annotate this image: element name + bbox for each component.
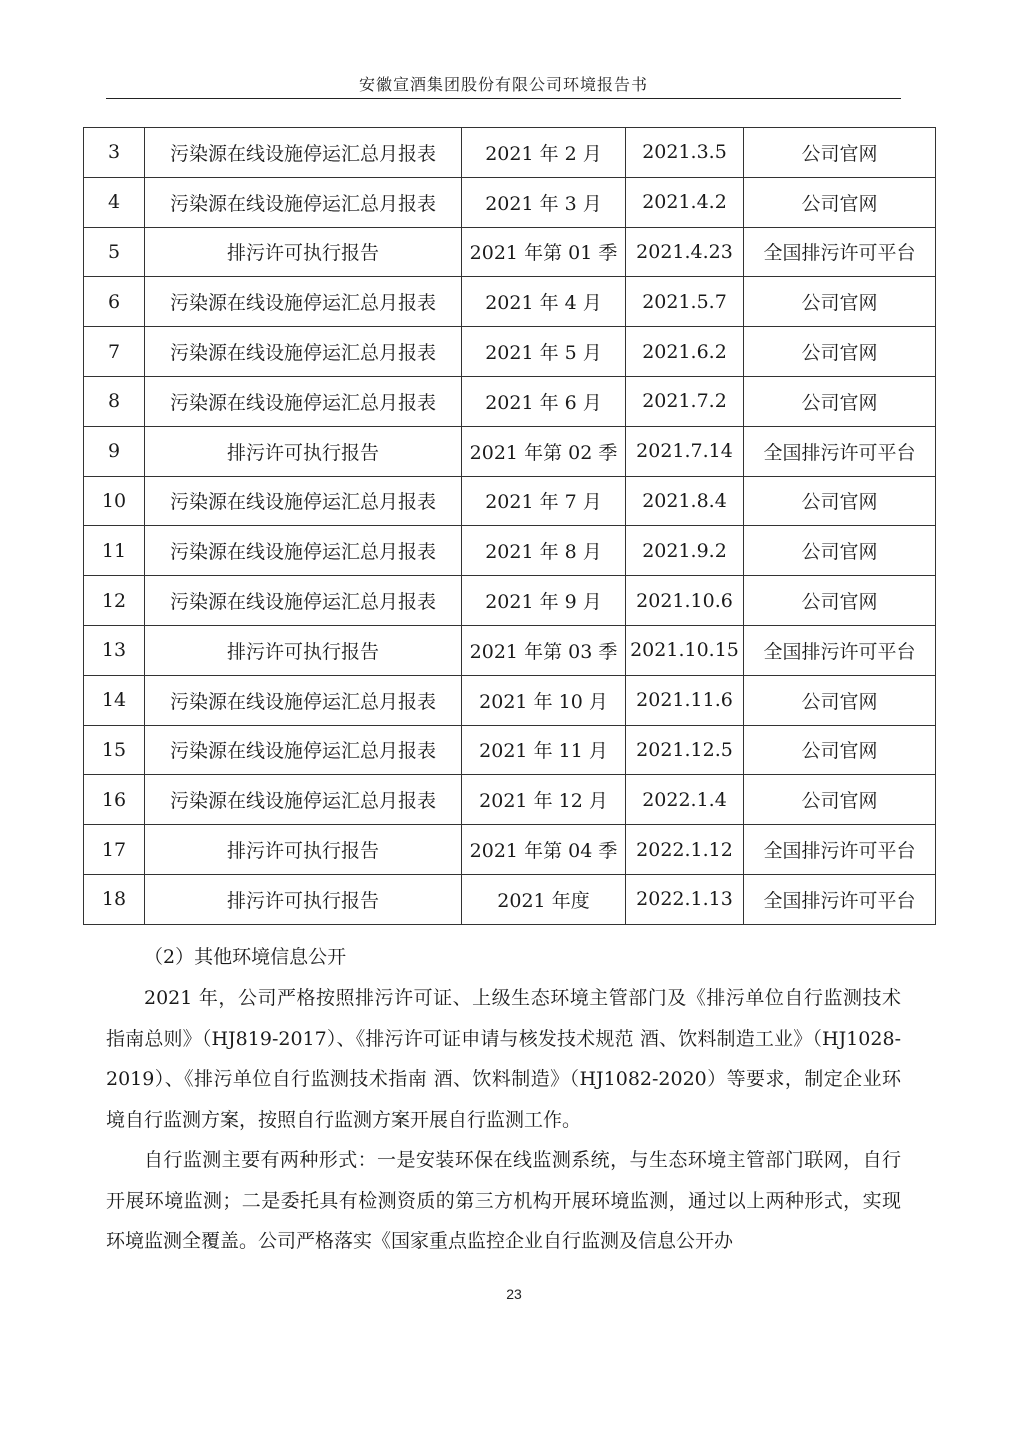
row-number-cell: 15 xyxy=(84,725,145,775)
publish-channel-cell: 公司官网 xyxy=(744,725,936,775)
table-row xyxy=(84,227,936,277)
report-name-cell: 污染源在线设施停运汇总月报表 xyxy=(145,277,462,327)
page-number: 23 xyxy=(506,1286,522,1302)
publish-channel-cell: 公司官网 xyxy=(744,376,936,426)
row-number-cell: 10 xyxy=(84,476,145,526)
row-number-cell: 4 xyxy=(84,177,145,227)
row-number-cell: 9 xyxy=(84,426,145,476)
publish-channel-cell: 公司官网 xyxy=(744,476,936,526)
publish-date-cell: 2022.1.13 xyxy=(626,874,744,924)
table-row xyxy=(84,675,936,725)
disclosure-table xyxy=(83,127,936,925)
publish-date-cell: 2022.1.4 xyxy=(626,775,744,825)
publish-date-cell: 2021.4.2 xyxy=(626,177,744,227)
publish-channel-cell: 公司官网 xyxy=(744,576,936,626)
table-row xyxy=(84,177,936,227)
report-period-cell: 2021 年 3 月 xyxy=(462,177,626,227)
row-number-cell: 3 xyxy=(84,128,145,178)
row-number-cell: 8 xyxy=(84,376,145,426)
publish-date-cell: 2022.1.12 xyxy=(626,825,744,875)
publish-date-cell: 2021.7.14 xyxy=(626,426,744,476)
publish-channel-cell: 公司官网 xyxy=(744,327,936,377)
table-row xyxy=(84,277,936,327)
running-header: 安徽宣酒集团股份有限公司环境报告书 xyxy=(358,75,648,94)
report-period-cell: 2021 年第 01 季 xyxy=(462,227,626,277)
report-name-cell: 污染源在线设施停运汇总月报表 xyxy=(145,775,462,825)
publish-date-cell: 2021.12.5 xyxy=(626,725,744,775)
report-name-cell: 污染源在线设施停运汇总月报表 xyxy=(145,576,462,626)
report-name-cell: 污染源在线设施停运汇总月报表 xyxy=(145,128,462,178)
publish-date-cell: 2021.7.2 xyxy=(626,376,744,426)
row-number-cell: 12 xyxy=(84,576,145,626)
publish-channel-cell: 全国排污许可平台 xyxy=(744,426,936,476)
report-period-cell: 2021 年 6 月 xyxy=(462,376,626,426)
publish-date-cell: 2021.5.7 xyxy=(626,277,744,327)
publish-date-cell: 2021.6.2 xyxy=(626,327,744,377)
report-period-cell: 2021 年 10 月 xyxy=(462,675,626,725)
body-paragraph-1: 2021 年，公司严格按照排污许可证、上级生态环境主管部门及《排污单位自行监测技术指南总则》（HJ819-2017）、《排污许可证申请与核发技术规范 酒、饮料制造工业》（HJ1028-2019）、《排污单位自行监测技术指南 酒、饮料制造》（HJ1082-2020）等要求，制定企业环境自行监测方案，按照自行监测方案开展自行监测工作。 xyxy=(106,987,901,1131)
publish-channel-cell: 全国排污许可平台 xyxy=(744,874,936,924)
table-row xyxy=(84,128,936,178)
publish-channel-cell: 公司官网 xyxy=(744,675,936,725)
publish-date-cell: 2021.11.6 xyxy=(626,675,744,725)
section-subheading: （2）其他环境信息公开 xyxy=(144,946,347,968)
publish-channel-cell: 公司官网 xyxy=(744,526,936,576)
publish-date-cell: 2021.10.15 xyxy=(626,625,744,675)
row-number-cell: 17 xyxy=(84,825,145,875)
table-row xyxy=(84,426,936,476)
report-period-cell: 2021 年第 04 季 xyxy=(462,825,626,875)
header-rule xyxy=(106,98,901,99)
report-name-cell: 污染源在线设施停运汇总月报表 xyxy=(145,327,462,377)
publish-channel-cell: 全国排污许可平台 xyxy=(744,625,936,675)
report-period-cell: 2021 年度 xyxy=(462,874,626,924)
publish-channel-cell: 全国排污许可平台 xyxy=(744,825,936,875)
row-number-cell: 11 xyxy=(84,526,145,576)
table-row xyxy=(84,327,936,377)
table-row xyxy=(84,576,936,626)
row-number-cell: 6 xyxy=(84,277,145,327)
table-row xyxy=(84,725,936,775)
report-period-cell: 2021 年 2 月 xyxy=(462,128,626,178)
table-row xyxy=(84,526,936,576)
publish-channel-cell: 公司官网 xyxy=(744,177,936,227)
row-number-cell: 5 xyxy=(84,227,145,277)
publish-date-cell: 2021.3.5 xyxy=(626,128,744,178)
publish-date-cell: 2021.8.4 xyxy=(626,476,744,526)
report-name-cell: 排污许可执行报告 xyxy=(145,227,462,277)
table-row xyxy=(84,625,936,675)
report-period-cell: 2021 年 12 月 xyxy=(462,775,626,825)
row-number-cell: 7 xyxy=(84,327,145,377)
report-name-cell: 污染源在线设施停运汇总月报表 xyxy=(145,526,462,576)
report-period-cell: 2021 年 5 月 xyxy=(462,327,626,377)
report-name-cell: 排污许可执行报告 xyxy=(145,874,462,924)
report-period-cell: 2021 年第 03 季 xyxy=(462,625,626,675)
report-period-cell: 2021 年 9 月 xyxy=(462,576,626,626)
publish-date-cell: 2021.9.2 xyxy=(626,526,744,576)
body-paragraph-2: 自行监测主要有两种形式：一是安装环保在线监测系统，与生态环境主管部门联网，自行开展环境监测；二是委托具有检测资质的第三方机构开展环境监测，通过以上两种形式，实现环境监测全覆盖。公司严格落实《国家重点监控企业自行监测及信息公开办 xyxy=(106,1149,901,1252)
table-row xyxy=(84,775,936,825)
publish-channel-cell: 全国排污许可平台 xyxy=(744,227,936,277)
report-name-cell: 污染源在线设施停运汇总月报表 xyxy=(145,725,462,775)
report-name-cell: 污染源在线设施停运汇总月报表 xyxy=(145,376,462,426)
report-period-cell: 2021 年第 02 季 xyxy=(462,426,626,476)
report-period-cell: 2021 年 7 月 xyxy=(462,476,626,526)
row-number-cell: 14 xyxy=(84,675,145,725)
report-name-cell: 污染源在线设施停运汇总月报表 xyxy=(145,675,462,725)
report-name-cell: 污染源在线设施停运汇总月报表 xyxy=(145,476,462,526)
publish-channel-cell: 公司官网 xyxy=(744,277,936,327)
table-row xyxy=(84,825,936,875)
report-name-cell: 排污许可执行报告 xyxy=(145,625,462,675)
publish-channel-cell: 公司官网 xyxy=(744,775,936,825)
report-period-cell: 2021 年 4 月 xyxy=(462,277,626,327)
publish-date-cell: 2021.4.23 xyxy=(626,227,744,277)
publish-channel-cell: 公司官网 xyxy=(744,128,936,178)
table-row xyxy=(84,476,936,526)
report-name-cell: 污染源在线设施停运汇总月报表 xyxy=(145,177,462,227)
report-period-cell: 2021 年 8 月 xyxy=(462,526,626,576)
report-name-cell: 排污许可执行报告 xyxy=(145,426,462,476)
publish-date-cell: 2021.10.6 xyxy=(626,576,744,626)
report-name-cell: 排污许可执行报告 xyxy=(145,825,462,875)
table-row xyxy=(84,376,936,426)
row-number-cell: 13 xyxy=(84,625,145,675)
table-row xyxy=(84,874,936,924)
report-period-cell: 2021 年 11 月 xyxy=(462,725,626,775)
row-number-cell: 18 xyxy=(84,874,145,924)
disclosure-table-body xyxy=(84,128,936,925)
row-number-cell: 16 xyxy=(84,775,145,825)
